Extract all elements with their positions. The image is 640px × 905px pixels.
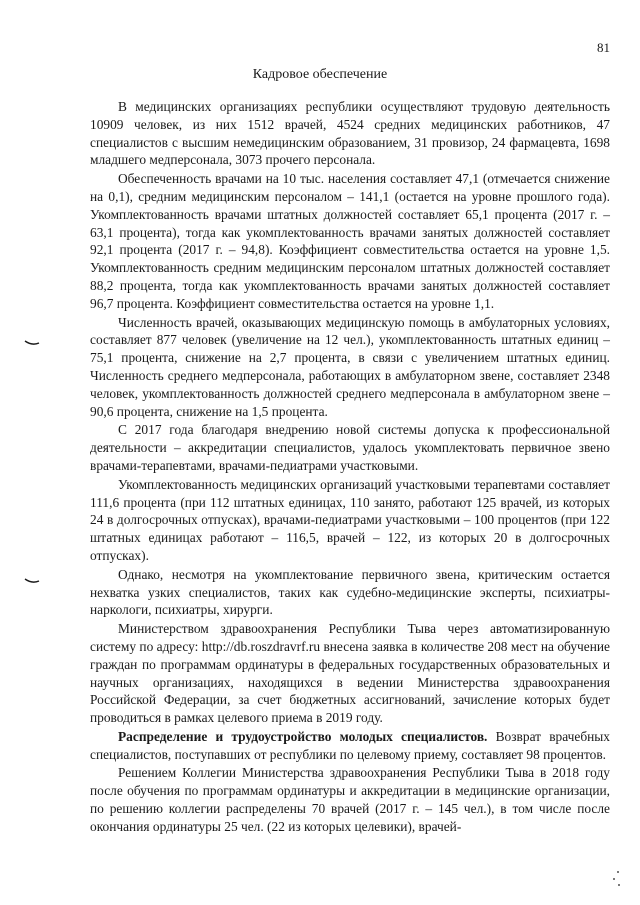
paragraph-district-staffing: Укомплектованность медицинских организаций участковыми терапевтами составляет 111,6 процента (при 112 штатных единицах, 110 занято, работают 125 врачей, из которых 24 в долгосрочных отпусках), врачами-педиатрами участковыми – 100 процентов (при 122 штатных единицах работают – 116,5, врачей – 122, из которых 20 в долгосрочных отпусках). xyxy=(90,476,610,563)
paragraph-outpatient: Численность врачей, оказывающих медицинскую помощь в амбулаторных условиях, составляет 877 человек (увеличение на 12 чел.), укомплектованность штатных единиц – 75,1 процента, снижение на 2,7 процента, в связи с увеличением штатных единиц. Численность среднего медперсонала, работающих в амбулаторном звене, составляет 2348 человек, укомплектованность должностей среднего медперсонала в амбулаторном звене – 90,6 процента, снижение на 1,5 процента. xyxy=(90,314,610,419)
paragraph-specialist-shortage: Однако, несмотря на укомплектование первичного звена, критическим остается нехватка узких специалистов, таких как судебно-медицинские эксперты, психиатры-наркологи, психиатры, хирурги. xyxy=(90,566,610,618)
paragraph-doctor-supply: Обеспеченность врачами на 10 тыс. населения составляет 47,1 (отмечается снижение на 0,1), средним медицинским персоналом – 141,1 (остается на уровне прошлого года). Укомплектованность врачами штатных должностей составляет 65,1 процента (2017 г. – 63,1 процента), тогда как укомплектованность врачами занятых должностей составляет 92,1 процента (2017 г. – 94,8). Коэффициент совместительства остается на уровне 1,5. Укомплектованность средним медицинским персоналом штатных должностей составляет 88,2 процента, тогда как укомплектованность врачами занятых должностей составляет 96,7 процента. Коэффициент совместительства остается на уровне 1,1. xyxy=(90,171,610,311)
page-title: Кадровое обеспечение xyxy=(252,67,388,82)
paragraph-collegium-decision: Решением Коллегии Министерства здравоохранения Республики Тыва в 2018 году после обучения по программам ординатуры и аккредитации в медицинские организации, по решению коллегии распределены 70 врачей (2017 г. – 145 чел.), в том числе после окончания ординатуры 25 чел. (22 из которых целевики), врачей- xyxy=(90,765,610,834)
document-body xyxy=(90,98,610,837)
paragraph-accreditation: С 2017 года благодаря внедрению новой системы допуска к профессиональной деятельности – аккредитации специалистов, удалось укомплектовать первичное звено врачами-терапевтами, врачами-педиатрами участковыми. xyxy=(90,422,610,473)
section-heading: Распределение и трудоустройство молодых специалистов. xyxy=(118,728,488,744)
margin-mark xyxy=(24,578,40,584)
margin-mark xyxy=(24,340,40,346)
paragraph-staff-count: В медицинских организациях республики осуществляют трудовую деятельность 10909 человек, из них 1512 врачей, 4524 средних медицинских работников, 47 специалистов с высшим немедицинским образованием, 31 провизор, 24 фармацевта, 1698 младшего медперсонала, 3073 прочего персонала. xyxy=(90,99,610,168)
paragraph-distribution xyxy=(90,728,610,764)
section-text: Возврат врачебных специалистов, поступавших от республики по целевому приему, составляет 98 процентов. xyxy=(90,728,610,762)
page-number: 81 xyxy=(597,40,610,55)
paragraph-residency-application: Министерством здравоохранения Республики Тыва через автоматизированную систему по адресу: http://db.roszdravrf.ru внесена заявка в количестве 208 мест на обучение граждан по программам ординатуры в федеральных государственных образовательных и научных организациях, находящихся в ведении Министерства здравоохранения Российской Федерации, за счет бюджетных ассигнований, зачисление которых будет проводиться в рамках целевого приема в 2019 году. xyxy=(90,621,610,726)
corner-dots xyxy=(610,869,622,889)
